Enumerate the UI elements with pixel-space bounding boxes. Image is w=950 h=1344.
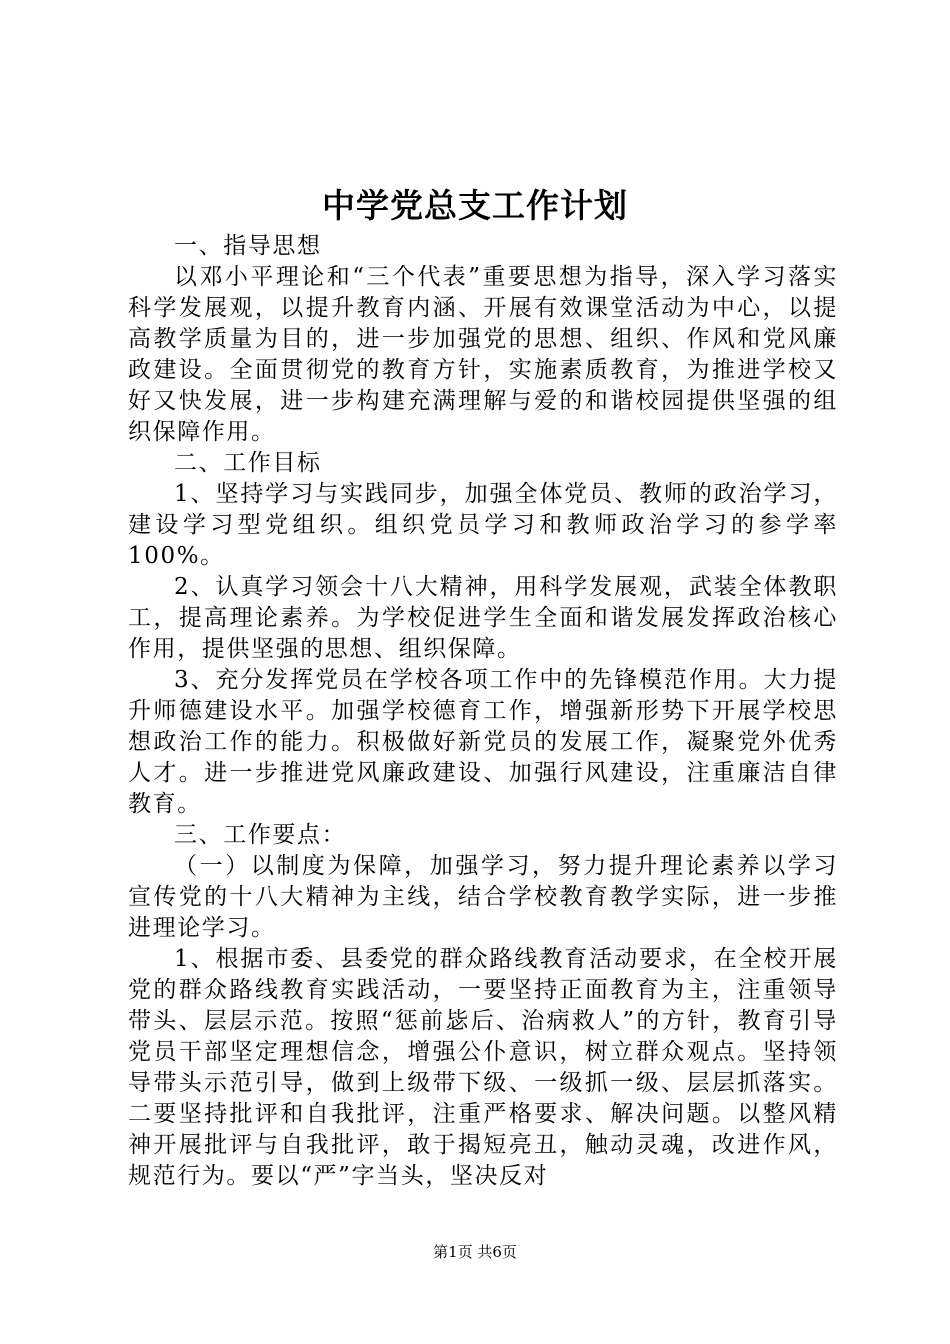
section-heading-work-points: 三、工作要点：	[174, 822, 347, 848]
section-heading-work-goals: 二、工作目标	[174, 450, 322, 476]
section-heading-guiding-ideology: 一、指导思想	[174, 233, 322, 259]
document-body	[128, 231, 838, 1192]
paragraph-goal-2: 2、认真学习领会十八大精神，用科学发展观，武装全体教职工，提高理论素养。为学校促进学生全面和谐发展发挥政治核心作用，提供坚强的思想、组织保障。	[128, 574, 838, 662]
paragraph-goal-1: 1、坚持学习与实践同步，加强全体党员、教师的政治学习，建设学习型党组织。组织党员学习和教师政治学习的参学率100%。	[128, 481, 838, 569]
document-title: 中学党总支工作计划	[322, 186, 628, 225]
paragraph-point-1-item-1: 1、根据市委、县委党的群众路线教育活动要求，在全校开展党的群众路线教育实践活动，一要坚持正面教育为主，注重领导带头、层层示范。按照“惩前毖后、治病救人”的方针，教育引导党员干部坚定理想信念，增强公仆意识，树立群众观点。坚持领导带头示范引导，做到上级带下级、一级抓一级、层层抓落实。二要坚持批评和自我批评，注重严格要求、解决问题。以整风精神开展批评与自我批评，敢于揭短亮丑，触动灵魂，改进作风，规范行为。要以“严”字当头，坚决反对	[128, 946, 838, 1189]
paragraph-guiding-ideology: 以邓小平理论和“三个代表”重要思想为指导，深入学习落实科学发展观，以提升教育内涵、开展有效课堂活动为中心，以提高教学质量为目的，进一步加强党的思想、组织、作风和党风廉政建设。全面贯彻党的教育方针，实施素质教育，为推进学校又好又快发展，进一步构建充满理解与爱的和谐校园提供坚强的组织保障作用。	[128, 264, 838, 445]
paragraph-point-1-intro: （一）以制度为保障，加强学习，努力提升理论素养以学习宣传党的十八大精神为主线，结合学校教育教学实际，进一步推进理论学习。	[128, 853, 838, 941]
page-footer: 第1页 共6页	[433, 1243, 517, 1261]
paragraph-goal-3: 3、充分发挥党员在学校各项工作中的先锋模范作用。大力提升师德建设水平。加强学校德育工作，增强新形势下开展学校思想政治工作的能力。积极做好新党员的发展工作，凝聚党外优秀人才。进一步推进党风廉政建设、加强行风建设，注重廉洁自律教育。	[128, 667, 838, 817]
